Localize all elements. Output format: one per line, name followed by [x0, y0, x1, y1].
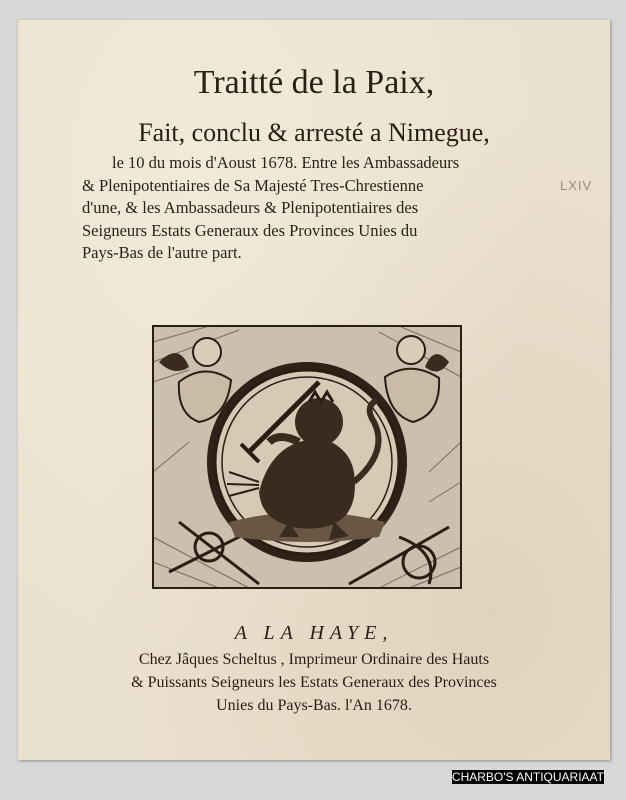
document-subtitle: Fait, conclu & arresté a Nimegue, — [138, 118, 490, 147]
watermark-label: CHARBO'S ANTIQUARIAAT — [451, 770, 604, 784]
imprint-city: A LA HAYE, — [234, 622, 394, 644]
body-line: Seigneurs Estats Generaux des Provinces Unies du — [82, 220, 418, 240]
woodcut-lion-icon — [149, 322, 465, 592]
body-line: & Plenipotentiaires de Sa Majesté Tres-Chrestienne — [82, 175, 424, 195]
imprint-line: Unies du Pays-Bas. l'An 1678. — [216, 697, 412, 714]
document-body — [82, 152, 547, 265]
body-line: d'une, & les Ambassadeurs & Plenipotentiaires des — [82, 198, 419, 217]
margin-note: LXIV — [560, 178, 593, 193]
document-page — [18, 20, 610, 760]
imprint-line: & Puissants Seigneurs les Estats Generaux des Provinces — [131, 674, 497, 691]
imprint-line: Chez Jâques Scheltus , Imprimeur Ordinaire des Hauts — [138, 651, 490, 668]
body-line: Pays-Bas de l'autre part. — [82, 243, 242, 262]
body-line: le 10 du mois d'Aoust 1678. Entre les Ambassadeurs — [112, 153, 460, 172]
document-title: Traitté de la Paix, — [193, 64, 435, 101]
